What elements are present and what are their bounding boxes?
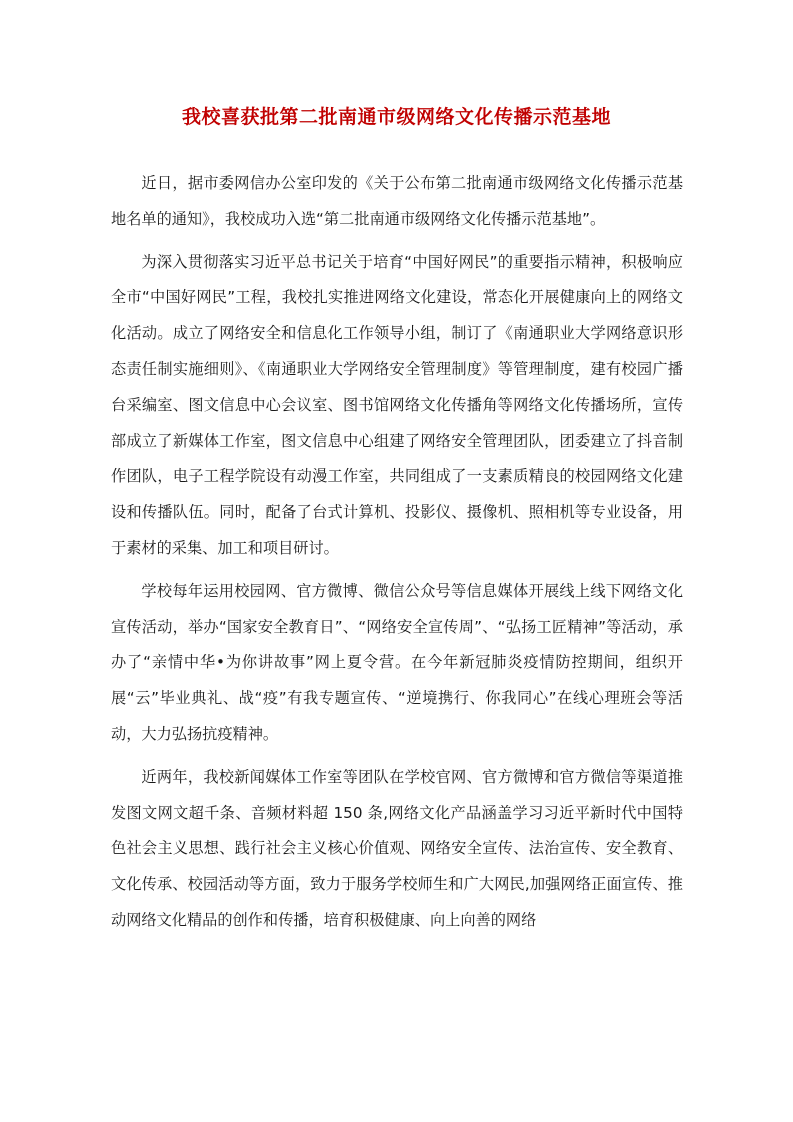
paragraph-3: 学校每年运用校园网、官方微博、微信公众号等信息媒体开展线上线下网络文化宣传活动，举办“国家安全教育日”、“网络安全宣传周”、“弘扬工匠精神”等活动，承办了“亲情中华•为你讲故事”网上夏令营。在今年新冠肺炎疫情防控期间，组织开展“云”毕业典礼、战“疫”有我专题宣传、“逆境携行、你我同心”在线心理班会等活动，大力弘扬抗疫精神。 [111,581,683,743]
document-body [111,166,683,946]
paragraph-4: 近两年，我校新闻媒体工作室等团队在学校官网、官方微博和官方微信等渠道推发图文网文超千条、音频材料超 150 条,网络文化产品涵盖学习习近平新时代中国特色社会主义思想、践行社会主义核心价值观、网络安全宣传、法治宣传、安全教育、文化传承、校园活动等方面，致力于服务学校师生和广大网民,加强网络正面宣传、推动网络文化精品的创作和传播，培育积极健康、向上向善的网络 [111,767,683,929]
paragraph-2: 为深入贯彻落实习近平总书记关于培育“中国好网民”的重要指示精神，积极响应全市“中国好网民”工程，我校扎实推进网络文化建设，常态化开展健康向上的网络文化活动。成立了网络安全和信息化工作领导小组，制订了《南通职业大学网络意识形态责任制实施细则》、《南通职业大学网络安全管理制度》等管理制度，建有校园广播台采编室、图文信息中心会议室、图书馆网络文化传播角等网络文化传播场所，宣传部成立了新媒体工作室，图文信息中心组建了网络安全管理团队，团委建立了抖音制作团队，电子工程学院设有动漫工作室，共同组成了一支素质精良的校园网络文化建设和传播队伍。同时，配备了台式计算机、投影仪、摄像机、照相机等专业设备，用于素材的采集、加工和项目研讨。 [111,252,683,557]
document-title: 我校喜获批第二批南通市级网络文化传播示范基地 [181,106,611,128]
paragraph-1: 近日，据市委网信办公室印发的《关于公布第二批南通市级网络文化传播示范基地名单的通知》，我校成功入选“第二批南通市级网络文化传播示范基地”。 [111,174,683,228]
